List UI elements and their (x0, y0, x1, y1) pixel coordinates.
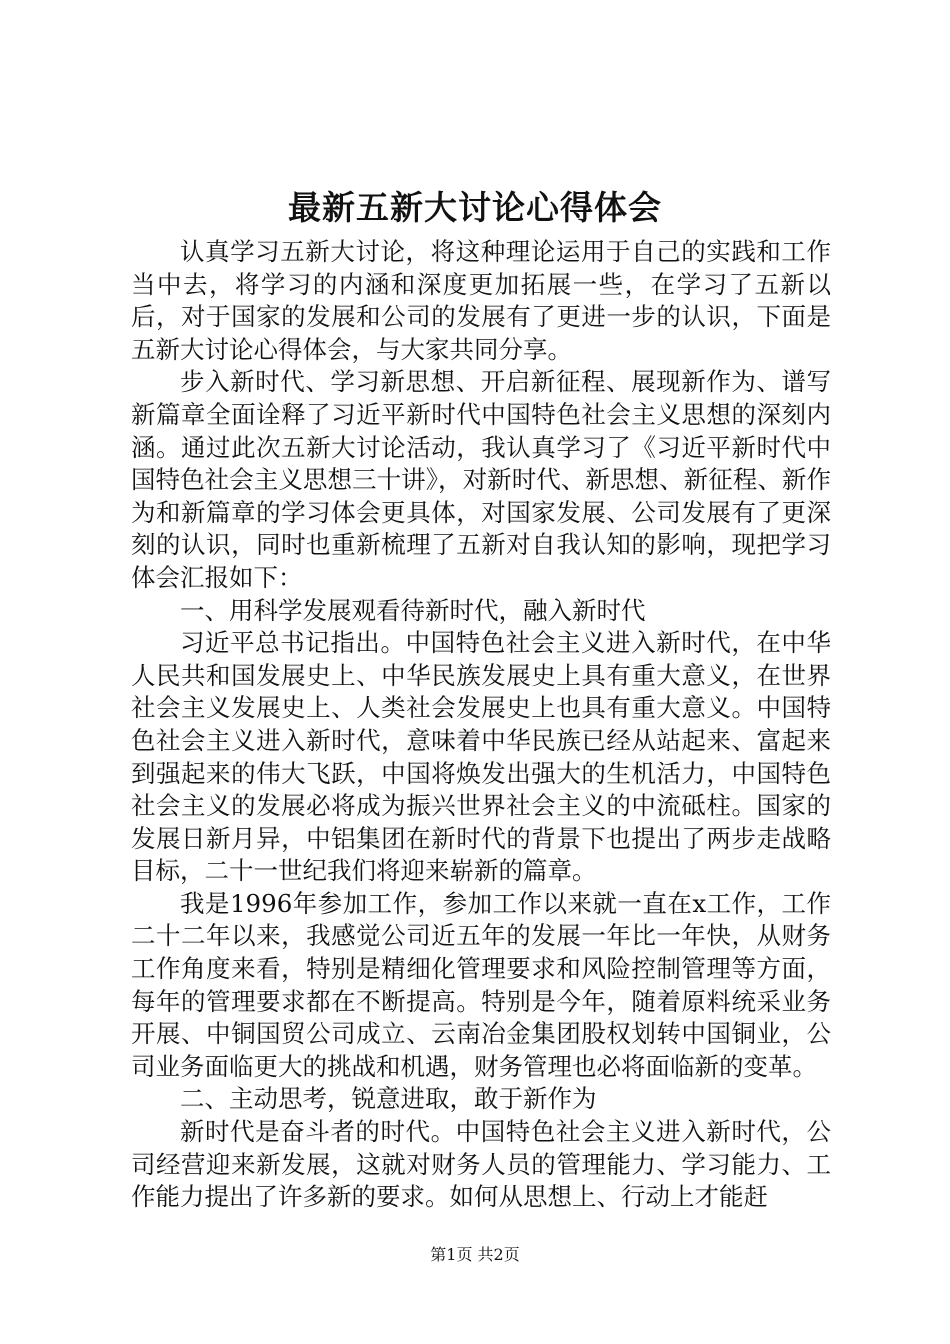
paragraph-personal-experience: 我是1996年参加工作，参加工作以来就一直在x工作，工作二十二年以来，我感觉公司近五年的发展一年比一年快，从财务工作角度来看，特别是精细化管理要求和风险控制管理等方面，每年的管理要求都在不断提高。特别是今年，随着原料统采业务开展、中铜国贸公司成立、云南冶金集团股权划转中国铜业，公司业务面临更大的挑战和机遇，财务管理也必将面临新的变革。 (131, 888, 831, 1081)
section-heading-2: 二、主动思考，锐意进取，敢于新作为 (180, 1084, 597, 1114)
paragraph-overview: 步入新时代、学习新思想、开启新征程、展现新作为、谱写新篇章全面诠释了习近平新时代中国特色社会主义思想的深刻内涵。通过此次五新大讨论活动，我认真学习了《习近平新时代中国特色社会主义思想三十讲》，对新时代、新思想、新征程、新作为和新篇章的学习体会更具体，对国家发展、公司发展有了更深刻的认识，同时也重新梳理了五新对自我认知的影响，现把学习体会汇报如下： (131, 367, 831, 592)
document-body (131, 236, 831, 1214)
page-footer: 第1页 共2页 (430, 1245, 520, 1264)
document-title: 最新五新大讨论心得体会 (288, 188, 662, 227)
paragraph-new-actions: 新时代是奋斗者的时代。中国特色社会主义进入新时代，公司经营迎来新发展，这就对财务人员的管理能力、学习能力、工作能力提出了许多新的要求。如何从思想上、行动上才能赶 (131, 1117, 831, 1212)
section-heading-1: 一、用科学发展观看待新时代，融入新时代 (180, 595, 646, 625)
paragraph-new-era: 习近平总书记指出。中国特色社会主义进入新时代，在中华人民共和国发展史上、中华民族发展史上具有重大意义，在世界社会主义发展史上、人类社会发展史上也具有重大意义。中国特色社会主义进入新时代，意味着中华民族已经从站起来、富起来到强起来的伟大飞跃，中国将焕发出强大的生机活力，中国特色社会主义的发展必将成为振兴世界社会主义的中流砥柱。国家的发展日新月异，中铝集团在新时代的背景下也提出了两步走战略目标，二十一世纪我们将迎来崭新的篇章。 (131, 628, 831, 886)
paragraph-intro: 认真学习五新大讨论，将这种理论运用于自己的实践和工作当中去，将学习的内涵和深度更加拓展一些，在学习了五新以后，对于国家的发展和公司的发展有了更进一步的认识，下面是五新大讨论心得体会，与大家共同分享。 (131, 237, 831, 364)
